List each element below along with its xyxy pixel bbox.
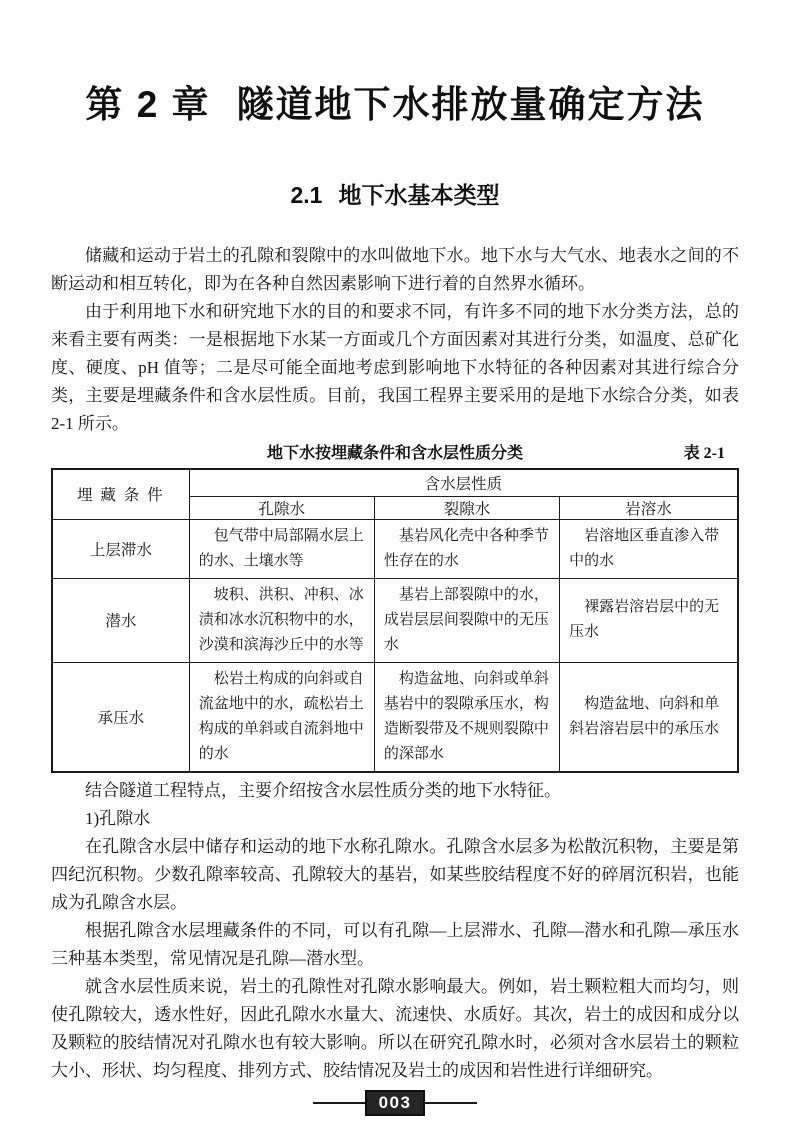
table-row-confined-water [52,662,738,772]
table-cell: 构造盆地、向斜或单斜基岩中的裂隙承压水，构造断裂带及不规则裂隙中的深部水 [374,662,559,772]
table-caption-row [51,443,739,465]
table-cell: 坡积、洪积、冲积、冰渍和冰水沉积物中的水，沙漠和滨海沙丘中的水等 [189,578,374,662]
table-cell: 包气带中局部隔水层上的水、土壤水等 [189,519,374,578]
header-aquifer-property-group: 含水层性质 [189,469,738,496]
chapter-title-text: 隧道地下水排放量确定方法 [236,84,705,125]
table-cell: 裸露岩溶岩层中的无压水 [560,578,738,662]
paragraph-body-3: 根据孔隙含水层埋藏条件的不同，可以有孔隙—上层滞水、孔隙—潜水和孔隙—承压水三种基本类型，常见情况是孔隙—潜水型。 [51,920,739,968]
table-cell: 基岩风化壳中各种季节性存在的水 [374,519,559,578]
paragraph-body-2: 在孔隙含水层中储存和运动的地下水称孔隙水。孔隙含水层多为松散沉积物，主要是第四纪沉积物。少数孔隙率较高、孔隙较大的基岩，如某些胶结程度不好的碎屑沉积岩，也能成为孔隙含水层。 [51,836,739,912]
header-pore-water: 孔隙水 [189,496,374,519]
paragraph-body-4: 就含水层性质来说，岩土的孔隙性对孔隙水影响最大。例如，岩土颗粒粗大而均匀，则使孔隙较大，透水性好，因此孔隙水水量大、流速快、水质好。其次，岩土的成因和成分以及颗粒的胶结情况对孔隙水也有较大影响。所以在研究孔隙水时，必须对含水层岩土的颗粒大小、形状、均匀程度、排列方式、胶结情况及岩土的成因和岩性进行详细研究。 [51,976,739,1080]
row-label: 承压水 [52,662,189,772]
table-number-label: 表 2-1 [683,445,725,462]
section-title-text: 地下水基本类型 [338,182,500,208]
table-header-row-group [52,469,738,496]
footer-right-rule [425,1102,477,1104]
header-karst-water: 岩溶水 [560,496,738,519]
footer-left-rule [313,1102,365,1104]
row-label: 潜水 [52,578,189,662]
section-title [51,180,739,210]
section-number: 2.1 [290,182,323,208]
chapter-title [51,82,739,128]
table-row-perched-water [52,519,738,578]
paragraph-intro-2: 由于利用地下水和研究地下水的目的和要求不同，有许多不同的地下水分类方法，总的来看主要有两类：一是根据地下水某一方面或几个方面因素对其进行分类，如温度、总矿化度、硬度、pH 值等；二是尽可能全面地考虑到影响地下水特征的各种因素对其进行综合分类，主要是埋藏条件和含水层性质。目前，我国工程界主要采用的是地下水综合分类，如表 2-1 所示。 [51,302,739,433]
page-footer [0,1090,790,1116]
paragraph-intro-1: 储藏和运动于岩土的孔隙和裂隙中的水叫做地下水。地下水与大气水、地表水之间的不断运动和相互转化，即为在各种自然因素影响下进行着的自然界水循环。 [51,246,739,293]
subheading-pore-water: 1)孔隙水 [85,808,151,828]
chapter-number: 第 2 章 [85,84,211,125]
header-fissure-water: 裂隙水 [374,496,559,519]
scanned-book-page [0,82,790,1144]
groundwater-classification-table [51,468,739,773]
row-label: 上层滞水 [52,519,189,578]
header-burial-condition: 埋 藏 条 件 [52,469,189,519]
table-row-phreatic-water [52,578,738,662]
table-cell: 岩溶地区垂直渗入带中的水 [560,519,738,578]
table-cell: 松岩土构成的向斜或自流盆地中的水，疏松岩土构成的单斜或自流斜地中的水 [189,662,374,772]
page-number: 003 [365,1090,426,1116]
table-caption: 地下水按埋藏条件和含水层性质分类 [266,445,523,462]
paragraph-body-1: 结合隧道工程特点，主要介绍按含水层性质分类的地下水特征。 [85,780,561,800]
table-cell: 构造盆地、向斜和单斜岩溶岩层中的承压水 [560,662,738,772]
book-page [0,82,790,1144]
table-cell: 基岩上部裂隙中的水，成岩层层间裂隙中的无压水 [374,578,559,662]
